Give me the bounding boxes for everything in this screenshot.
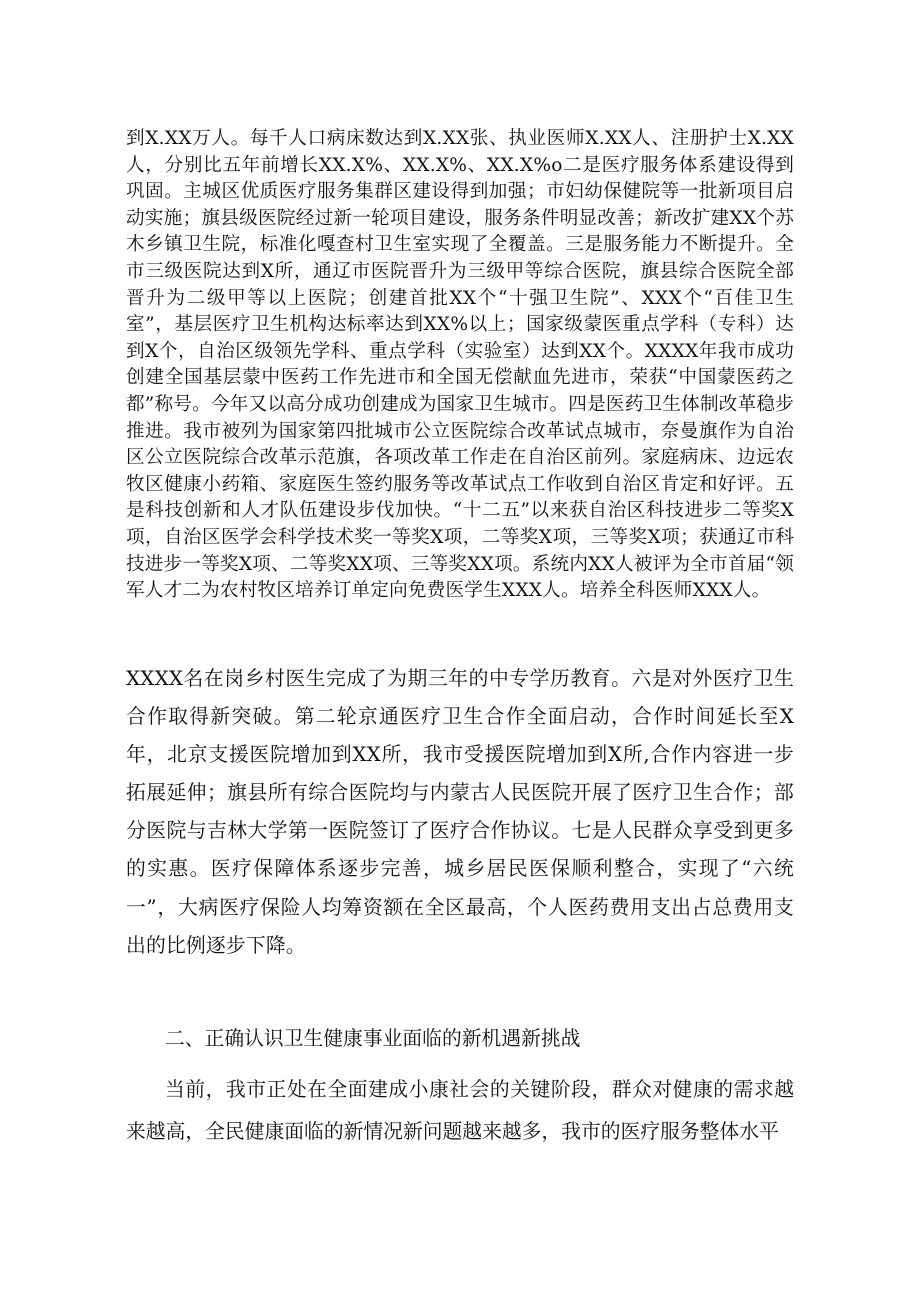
body-paragraph: 当前，我市正处在全面建成小康社会的关键阶段，群众对健康的需求越来越高，全民健康面临的新情况新问题越来越多，我市的医疗服务整体水平: [126, 1078, 794, 1143]
body-text-dense: 到X.XX万人。每千人口病床数达到X.XX张、执业医师X.XX人、注册护士X.XX人，分别比五年前增长XX.X%、XX.X%、XX.X%o二是医疗服务体系建设得到巩固。主城区优质医疗服务集群区建设得到加强；市妇幼保健院等一批新项目启动实施；旗县级医院经过新一轮项目建设，服务条件明显改善；新改扩建XX个苏木乡镇卫生院，标准化嘎查村卫生室实现了全覆盖。三是服务能力不断提升。全市三级医院达到X所，通辽市医院晋升为三级甲等综合医院，旗县综合医院全部晋升为二级甲等以上医院；创建首批XX个“十强卫生院”、XXX个“百佳卫生室”，基层医疗卫生机构达标率达到XX%以上；国家级蒙医重点学科（专科）达到X个，自治区级领先学科、重点学科（实验室）达到XX个。XXXX年我市成功创建全国基层蒙中医药工作先进市和全国无偿献血先进市，荣获“中国蒙医药之都”称号。今年又以高分成功创建成为国家卫生城市。四是医药卫生体制改革稳步推进。我市被列为国家第四批城市公立医院综合改革试点城市，奈曼旗作为自治区公立医院综合改革示范旗，各项改革工作走在自治区前列。家庭病床、边远农牧区健康小药箱、家庭医生签约服务等改革试点工作收到自治区肯定和好评。五是科技创新和人才队伍建设步伐加快。“十二五”以来获自治区科技进步二等奖X项，自治区医学会科学技术奖一等奖X项，二等奖X项，三等奖X项；获通辽市科技进步一等奖X项、二等奖XX项、三等奖XX项。系统内XX人被评为全市首届“领军人才二为农村牧区培养订单定向免费医学生XXX人。培养全科医师XXX人。: [126, 128, 794, 602]
body-text-loose: XXXX名在岗乡村医生完成了为期三年的中专学历教育。六是对外医疗卫生合作取得新突破。第二轮京通医疗卫生合作全面启动，合作时间延长至X年，北京支援医院增加到XX所，我市受援医院增加到X所,合作内容进一步拓展延伸；旗县所有综合医院均与内蒙古人民医院开展了医疗卫生合作；部分医院与吉林大学第一医院签订了医疗合作协议。七是人民群众享受到更多的实惠。医疗保障体系逐步完善，城乡居民医保顺利整合，实现了“六统一”，大病医疗保险人均筹资额在全区最高，个人医药费用支出占总费用支出的比例逐步下降。: [126, 667, 794, 957]
section-heading: 二、正确认识卫生健康事业面临的新机遇新挑战: [165, 1027, 581, 1050]
